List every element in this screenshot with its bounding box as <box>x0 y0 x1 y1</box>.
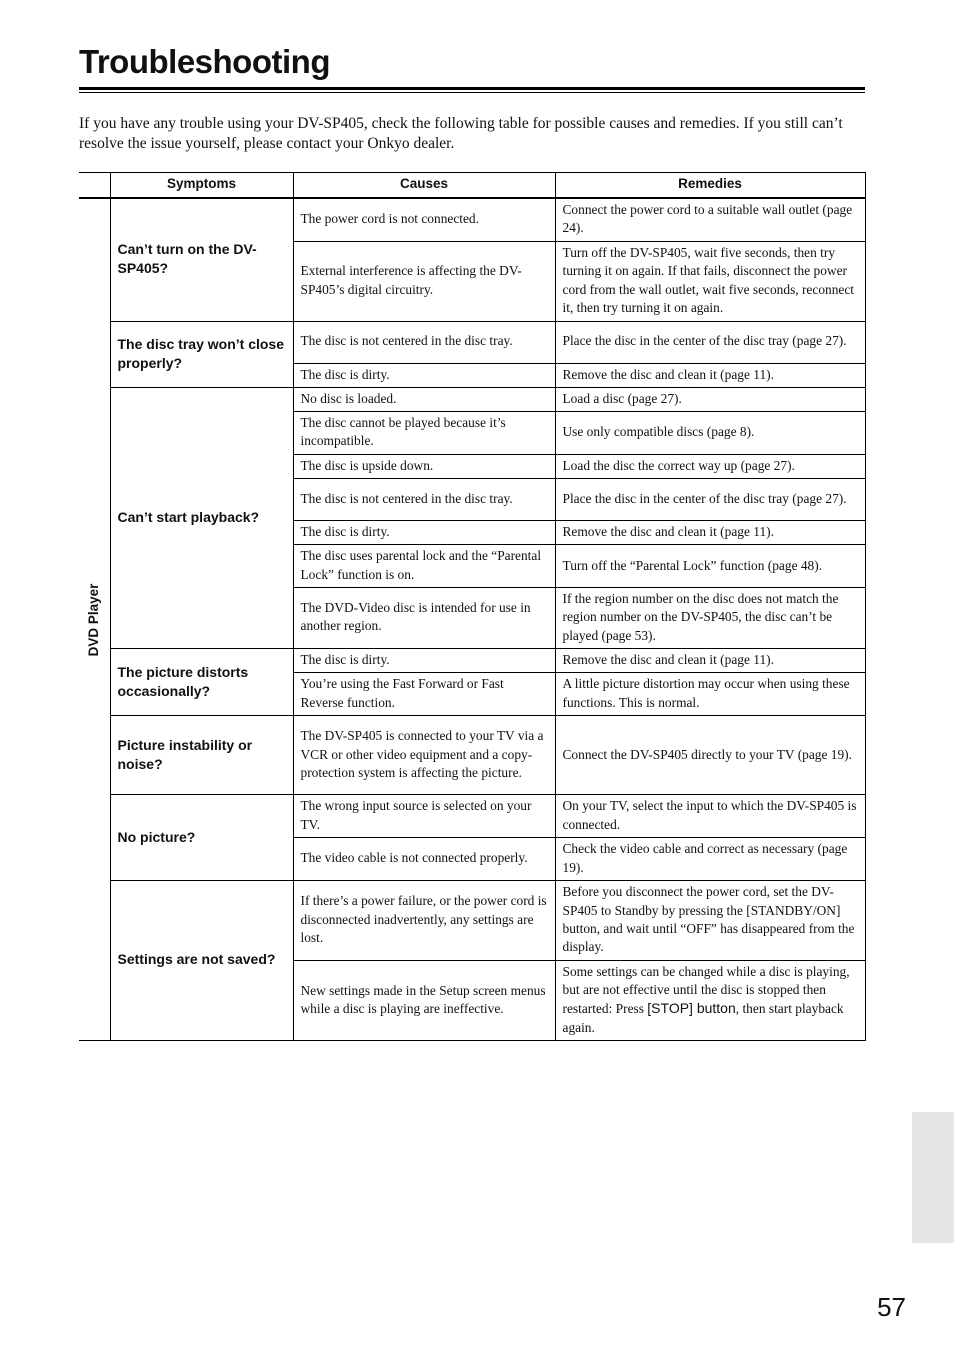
symptom-cell: Can’t turn on the DV-SP405? <box>110 198 293 321</box>
stop-button-label: [STOP] button <box>647 1000 736 1017</box>
remedy-cell: Before you disconnect the power cord, set the DV-SP405 to Standby by pressing the [STANDBY/ON] button, and wait until “OFF” has disappeared from the display. <box>555 880 865 960</box>
cause-cell: The disc is dirty. <box>293 521 555 545</box>
table-row <box>79 795 865 838</box>
table-row <box>79 880 865 960</box>
remedy-cell: Place the disc in the center of the disc tray (page 27). <box>555 479 865 521</box>
symptom-cell: Picture instability or noise? <box>110 716 293 795</box>
header-causes: Causes <box>293 173 555 199</box>
remedy-cell: Turn off the DV-SP405, wait five seconds, then try turning it on again. If that fails, disconnect the power cord from the wall outlet, wait five seconds, reconnect it, then try turning it on again. <box>555 241 865 321</box>
cause-cell: If there’s a power failure, or the power cord is disconnected inadvertently, any settings are lost. <box>293 880 555 960</box>
side-tab <box>912 1112 954 1243</box>
cause-cell: The disc uses parental lock and the “Parental Lock” function is on. <box>293 545 555 588</box>
remedy-cell: Place the disc in the center of the disc tray (page 27). <box>555 321 865 363</box>
remedy-cell: Load the disc the correct way up (page 27). <box>555 454 865 478</box>
table-row <box>79 321 865 363</box>
table-row <box>79 716 865 795</box>
cause-cell: The disc is upside down. <box>293 454 555 478</box>
corner-cell <box>79 173 110 199</box>
cause-cell: The wrong input source is selected on your TV. <box>293 795 555 838</box>
remedy-cell <box>555 960 865 1040</box>
intro-paragraph: If you have any trouble using your DV-SP405, check the following table for possible causes and remedies. If you still can’t resolve the issue yourself, please contact your Onkyo dealer. <box>79 115 843 152</box>
page-title: Troubleshooting <box>79 43 330 80</box>
cause-cell: No disc is loaded. <box>293 387 555 411</box>
symptom-cell: Can’t start playback? <box>110 387 293 648</box>
remedy-cell: Connect the DV-SP405 directly to your TV (page 19). <box>555 716 865 795</box>
remedy-cell: A little picture distortion may occur when using these functions. This is normal. <box>555 673 865 716</box>
cause-cell: The DV-SP405 is connected to your TV via a VCR or other video equipment and a copy-protection system is affecting the picture. <box>293 716 555 795</box>
cause-cell: The power cord is not connected. <box>293 198 555 241</box>
remedy-text-after: , then start playback again. <box>562 1001 844 1035</box>
section-cell <box>79 198 110 1041</box>
symptom-cell: The disc tray won’t close properly? <box>110 321 293 387</box>
remedy-cell: Load a disc (page 27). <box>555 387 865 411</box>
remedy-cell: Remove the disc and clean it (page 11). <box>555 521 865 545</box>
section-label: DVD Player <box>86 583 102 656</box>
title-rule-thick <box>79 87 865 90</box>
remedy-cell: Turn off the “Parental Lock” function (page 48). <box>555 545 865 588</box>
remedy-cell: If the region number on the disc does not match the region number on the DV-SP405, the disc can’t be played (page 53). <box>555 587 865 648</box>
table-row <box>79 198 865 241</box>
cause-cell: New settings made in the Setup screen menus while a disc is playing are ineffective. <box>293 960 555 1040</box>
remedy-cell: Remove the disc and clean it (page 11). <box>555 363 865 387</box>
cause-cell: The DVD-Video disc is intended for use in another region. <box>293 587 555 648</box>
page-number: 57 <box>877 1292 906 1322</box>
cause-cell: The video cable is not connected properly. <box>293 838 555 881</box>
symptom-cell: Settings are not saved? <box>110 880 293 1040</box>
title-rule-thin <box>79 92 865 93</box>
table-row <box>79 387 865 411</box>
cause-cell: The disc cannot be played because it’s incompatible. <box>293 412 555 455</box>
table-header-row <box>79 173 865 199</box>
cause-cell: The disc is dirty. <box>293 648 555 672</box>
troubleshooting-table <box>79 172 866 1041</box>
remedy-cell: Connect the power cord to a suitable wall outlet (page 24). <box>555 198 865 241</box>
cause-cell: External interference is affecting the DV-SP405’s digital circuitry. <box>293 241 555 321</box>
table-row <box>79 648 865 672</box>
remedy-cell: Check the video cable and correct as necessary (page 19). <box>555 838 865 881</box>
remedy-cell: On your TV, select the input to which the DV-SP405 is connected. <box>555 795 865 838</box>
symptom-cell: No picture? <box>110 795 293 881</box>
header-remedies: Remedies <box>555 173 865 199</box>
symptom-cell: The picture distorts occasionally? <box>110 648 293 715</box>
cause-cell: You’re using the Fast Forward or Fast Reverse function. <box>293 673 555 716</box>
cause-cell: The disc is not centered in the disc tray. <box>293 479 555 521</box>
remedy-text-before: Some settings can be changed while a disc is playing, but are not effective until the disc is stopped then restarted: Press <box>562 963 850 1017</box>
header-symptoms: Symptoms <box>110 173 293 199</box>
cause-cell: The disc is not centered in the disc tray. <box>293 321 555 363</box>
cause-cell: The disc is dirty. <box>293 363 555 387</box>
remedy-cell: Remove the disc and clean it (page 11). <box>555 648 865 672</box>
remedy-cell: Use only compatible discs (page 8). <box>555 412 865 455</box>
